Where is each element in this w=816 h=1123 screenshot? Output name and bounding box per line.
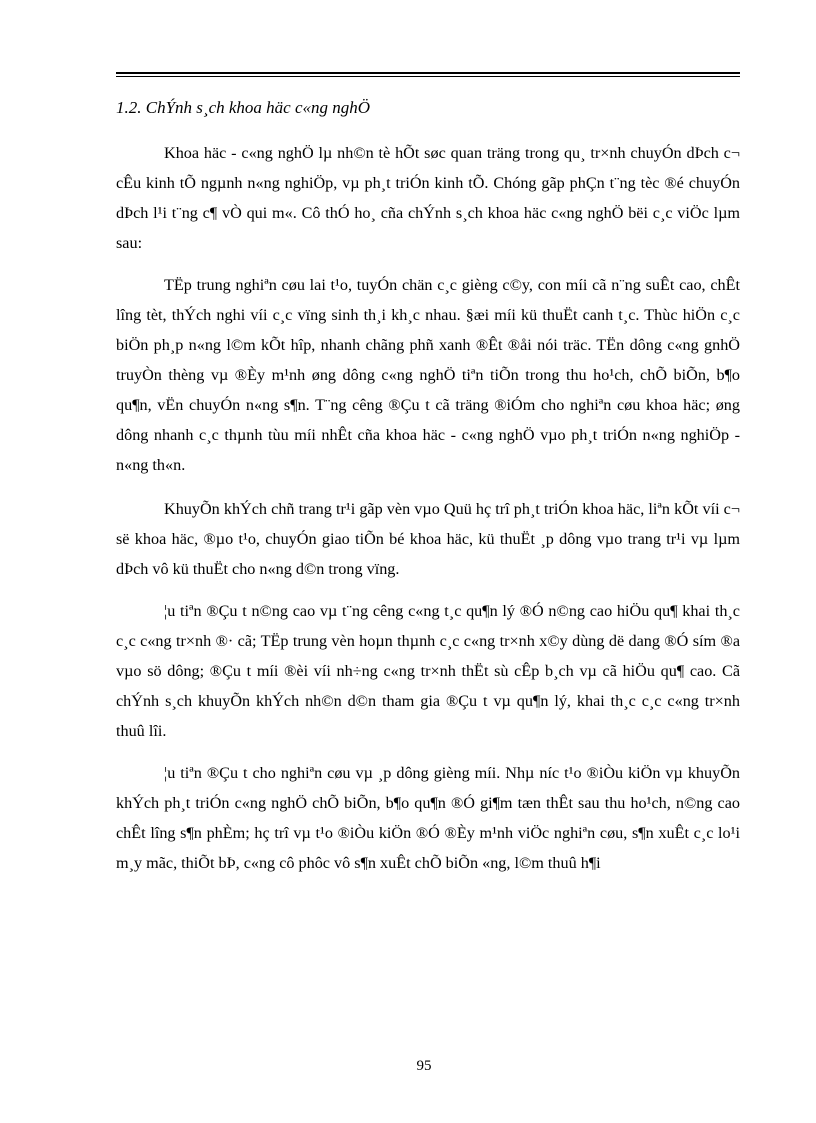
paragraph-2: TËp trung nghiªn cøu lai t¹o, tuyÓn chän c¸c gièng c©y, con míi cã n¨ng suÊt cao, chÊt lîng tèt, thÝch nghi víi c¸c vïng sinh th¸i kh¸c nhau. §æi míi kü thuËt canh t¸c. Thùc hiÖn c¸c biÖn ph¸p n«ng l©m kÕt hîp, nhanh chãng phñ xanh ®Êt ®åi nói träc. TËn dông c«ng gnhÖ truyÒn thèng vµ ®Èy m¹nh øng dông c«ng nghÖ tiªn tiÕn trong thu ho¹ch, chÕ biÕn, b¶o qu¶n, vËn chuyÓn n«ng s¶n. T¨ng cêng ®Çu t cã träng ®iÓm cho nghiªn cøu khoa häc; øng dông nhanh c¸c thµnh tùu míi nhÊt cña khoa häc - c«ng nghÖ vµo ph¸t triÓn n«ng nghiÖp - n«ng th«n. (116, 276, 740, 474)
paragraph-3: KhuyÕn khÝch chñ trang tr¹i gãp vèn vµo Quü hç trî ph¸t triÓn khoa häc, liªn kÕt víi c¬ së khoa häc, ®µo t¹o, chuyÓn giao tiÕn bé khoa häc, kü thuËt ¸p dông vµo trang tr¹i vµ lµm dÞch vô kü thuËt cho n«ng d©n trong vïng. (116, 500, 740, 578)
section-heading: 1.2. ChÝnh s¸ch khoa häc c«ng nghÖ (116, 98, 371, 117)
header-rule-thick (116, 72, 740, 74)
document-body (116, 96, 740, 890)
paragraph-1: Khoa häc - c«ng nghÖ lµ nh©n tè hÕt søc quan träng trong qu¸ tr×nh chuyÓn dÞch c¬ cÊu kinh tÕ ngµnh n«ng nghiÖp, vµ ph¸t triÓn kinh tÕ. Chóng gãp phÇn t¨ng tèc ®é chuyÓn dÞch l¹i t¨ng c¶ vÒ qui m«. Cô thÓ ho¸ cña chÝnh s¸ch khoa häc c«ng nghÖ bëi c¸c viÖc lµm sau: (116, 144, 740, 252)
header-rule-thin (116, 76, 740, 77)
page-number: 95 (416, 1058, 432, 1074)
paragraph-5: ¦u tiªn ®Çu t cho nghiªn cøu vµ ¸p dông gièng míi. Nhµ níc t¹o ®iÒu kiÖn vµ khuyÕn khÝch ph¸t triÓn c«ng nghÖ chÕ biÕn, b¶o qu¶n ®Ó gi¶m tæn thÊt sau thu ho¹ch, n©ng cao chÊt lîng s¶n phÈm; hç trî vµ t¹o ®iÒu kiÖn ®Ó ®Èy m¹nh viÖc nghiªn cøu, s¶n xuÊt c¸c lo¹i m¸y mãc, thiÕt bÞ, c«ng cô phôc vô s¶n xuÊt chÕ biÕn «ng, l©m thuû h¶i (116, 764, 740, 872)
paragraph-4: ¦u tiªn ®Çu t n©ng cao vµ t¨ng cêng c«ng t¸c qu¶n lý ®Ó n©ng cao hiÖu qu¶ khai th¸c c¸c c«ng tr×nh ®· cã; TËp trung vèn hoµn thµnh c¸c c«ng tr×nh x©y dùng dë dang ®Ó sím ®a vµo sö dông; ®Çu t míi ®èi víi nh÷ng c«ng tr×nh thËt sù cÊp b¸ch vµ cã hiÖu qu¶ cao. Cã chÝnh s¸ch khuyÕn khÝch nh©n d©n tham gia ®Çu t vµ qu¶n lý, khai th¸c c¸c c«ng tr×nh thuû lîi. (116, 602, 740, 740)
